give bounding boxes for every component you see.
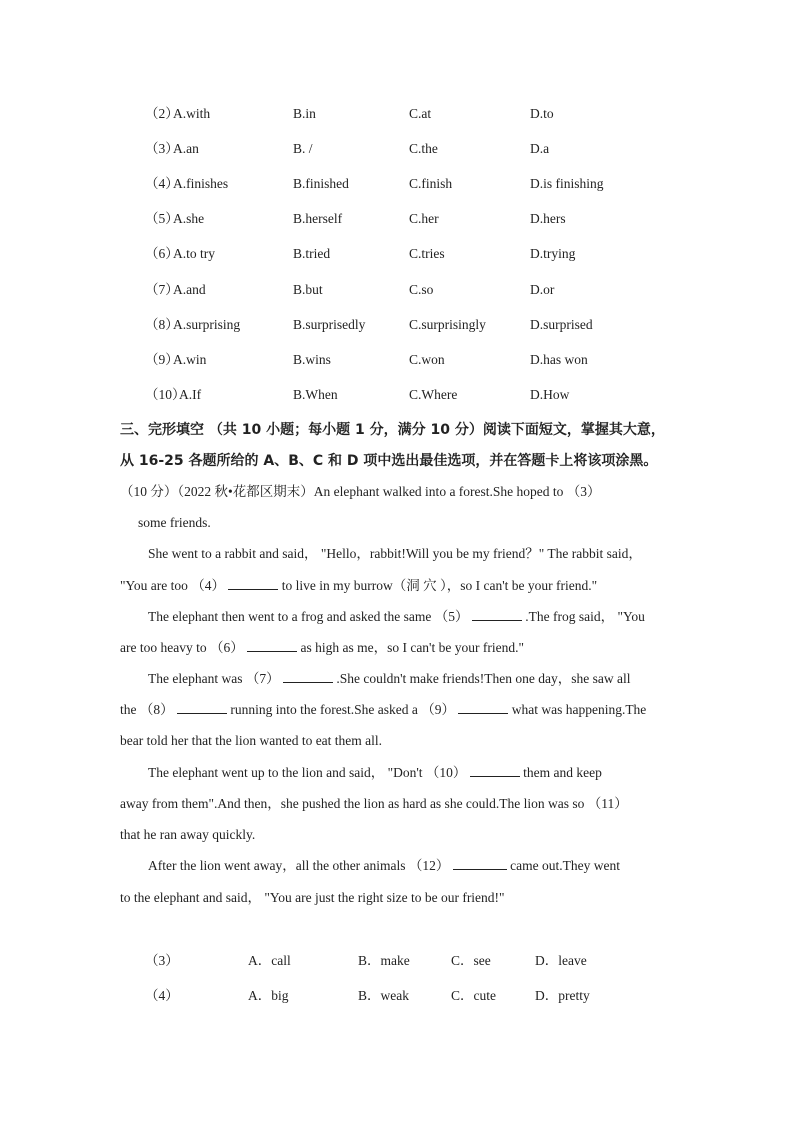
- passage-line: [148, 762, 703, 784]
- option-d: D．pretty: [535, 988, 590, 1003]
- passage-text: After the lion went away，all the other animals （12）: [148, 858, 450, 873]
- question-number: （3）: [145, 953, 179, 968]
- option-b: B．make: [358, 953, 410, 968]
- option-b: B.but: [293, 282, 323, 297]
- option-c: C.so: [409, 282, 434, 297]
- option-c: C．cute: [451, 988, 496, 1003]
- option-b: B．weak: [358, 988, 409, 1003]
- option-a: A.surprising: [173, 317, 241, 332]
- passage-line: She went to a rabbit and said， "Hello，rabbit!Will you be my friend？" The rabbit said，: [148, 546, 642, 561]
- answer-blank[interactable]: [283, 668, 333, 683]
- passage-line: [120, 637, 675, 659]
- passage-line: to the elephant and said， "You are just the right size to be our friend!": [120, 890, 505, 905]
- option-d: D.How: [530, 387, 570, 402]
- section-heading: 三、完形填空 （共 10 小题；每小题 1 分，满分 10 分）阅读下面短文，掌握其大意，: [120, 422, 665, 438]
- question-number: （5）: [145, 211, 179, 226]
- passage-line: bear told her that the lion wanted to eat them all.: [120, 733, 383, 748]
- option-d: D.or: [530, 282, 555, 297]
- option-a: A.finishes: [173, 176, 229, 191]
- option-a: A.with: [173, 106, 211, 121]
- option-c: C.surprisingly: [409, 317, 486, 332]
- question-number: （8）: [145, 317, 179, 332]
- passage-text: The elephant then went to a frog and asked the same （5）: [148, 609, 469, 624]
- option-d: D.has won: [530, 352, 588, 367]
- answer-blank[interactable]: [228, 575, 278, 590]
- question-number: （6）: [145, 246, 179, 261]
- passage-line: [120, 575, 675, 597]
- passage-text: the （8）: [120, 702, 174, 717]
- option-b: B.tried: [293, 246, 331, 261]
- passage-text: them and keep: [523, 765, 602, 780]
- option-c: C．see: [451, 953, 491, 968]
- passage-line: away from them".And then，she pushed the lion as hard as she could.The lion was so （11）: [120, 796, 628, 811]
- passage-text: to live in my burrow（洞 穴 ），so I can't be your friend.": [281, 578, 598, 593]
- passage-text: .The frog said， "You: [525, 609, 645, 624]
- passage-text: are too heavy to （6）: [120, 640, 244, 655]
- answer-blank[interactable]: [177, 699, 227, 714]
- option-c: C.her: [409, 211, 439, 226]
- passage-text: .She couldn't make friends!Then one day，she saw all: [336, 671, 631, 686]
- passage-text: as high as me，so I can't be your friend.": [300, 640, 524, 655]
- passage-text: "You are too （4）: [120, 578, 226, 593]
- option-d: D.hers: [530, 211, 566, 226]
- option-a: A.and: [173, 282, 206, 297]
- option-c: C.at: [409, 106, 432, 121]
- answer-blank[interactable]: [470, 762, 520, 777]
- option-b: B.wins: [293, 352, 331, 367]
- option-d: D.is finishing: [530, 176, 604, 191]
- option-d: D.to: [530, 106, 554, 121]
- option-b: B.finished: [293, 176, 349, 191]
- option-c: C.finish: [409, 176, 453, 191]
- option-a: A.she: [173, 211, 205, 226]
- question-number: （3）: [145, 141, 179, 156]
- passage-line: that he ran away quickly.: [120, 827, 256, 842]
- passage-text: The elephant was （7）: [148, 671, 280, 686]
- option-a: A.an: [173, 141, 199, 156]
- question-number: （9）: [145, 352, 179, 367]
- question-number: （10）: [145, 387, 186, 402]
- option-d: D.surprised: [530, 317, 593, 332]
- option-c: C.the: [409, 141, 438, 156]
- option-a: A.to try: [173, 246, 215, 261]
- answer-blank[interactable]: [458, 699, 508, 714]
- passage-line: [148, 668, 703, 690]
- passage-text: The elephant went up to the lion and said， "Don't （10）: [148, 765, 467, 780]
- question-number: （7）: [145, 282, 179, 297]
- option-a: A.If: [179, 387, 202, 402]
- answer-blank[interactable]: [247, 637, 297, 652]
- question-number: （4）: [145, 176, 179, 191]
- option-c: C.tries: [409, 246, 445, 261]
- section-heading-cont: 从 16-25 各题所给的 A、B、C 和 D 项中选出最佳选项，并在答题卡上将该项涂黑。: [120, 453, 658, 469]
- option-d: D．leave: [535, 953, 587, 968]
- option-a: A．big: [248, 988, 289, 1003]
- option-b: B.When: [293, 387, 338, 402]
- passage-text: what was happening.The: [511, 702, 647, 717]
- option-a: A.win: [173, 352, 207, 367]
- answer-blank[interactable]: [453, 855, 507, 870]
- question-number: （4）: [145, 988, 179, 1003]
- option-a: A．call: [248, 953, 291, 968]
- option-b: B. /: [293, 141, 313, 156]
- passage-line: [148, 606, 703, 628]
- option-d: D.trying: [530, 246, 576, 261]
- passage-text: came out.They went: [510, 858, 621, 873]
- option-b: B.surprisedly: [293, 317, 366, 332]
- passage-line: [148, 855, 703, 877]
- option-c: C.won: [409, 352, 445, 367]
- passage-line: （10 分）（2022 秋•花都区期末）An elephant walked into a forest.She hoped to （3）: [120, 484, 601, 499]
- option-c: C.Where: [409, 387, 458, 402]
- passage-text: running into the forest.She asked a （9）: [230, 702, 455, 717]
- answer-blank[interactable]: [472, 606, 522, 621]
- option-d: D.a: [530, 141, 550, 156]
- option-b: B.in: [293, 106, 316, 121]
- option-b: B.herself: [293, 211, 343, 226]
- passage-line: some friends.: [138, 515, 211, 530]
- passage-line: [120, 699, 675, 721]
- question-number: （2）: [145, 106, 179, 121]
